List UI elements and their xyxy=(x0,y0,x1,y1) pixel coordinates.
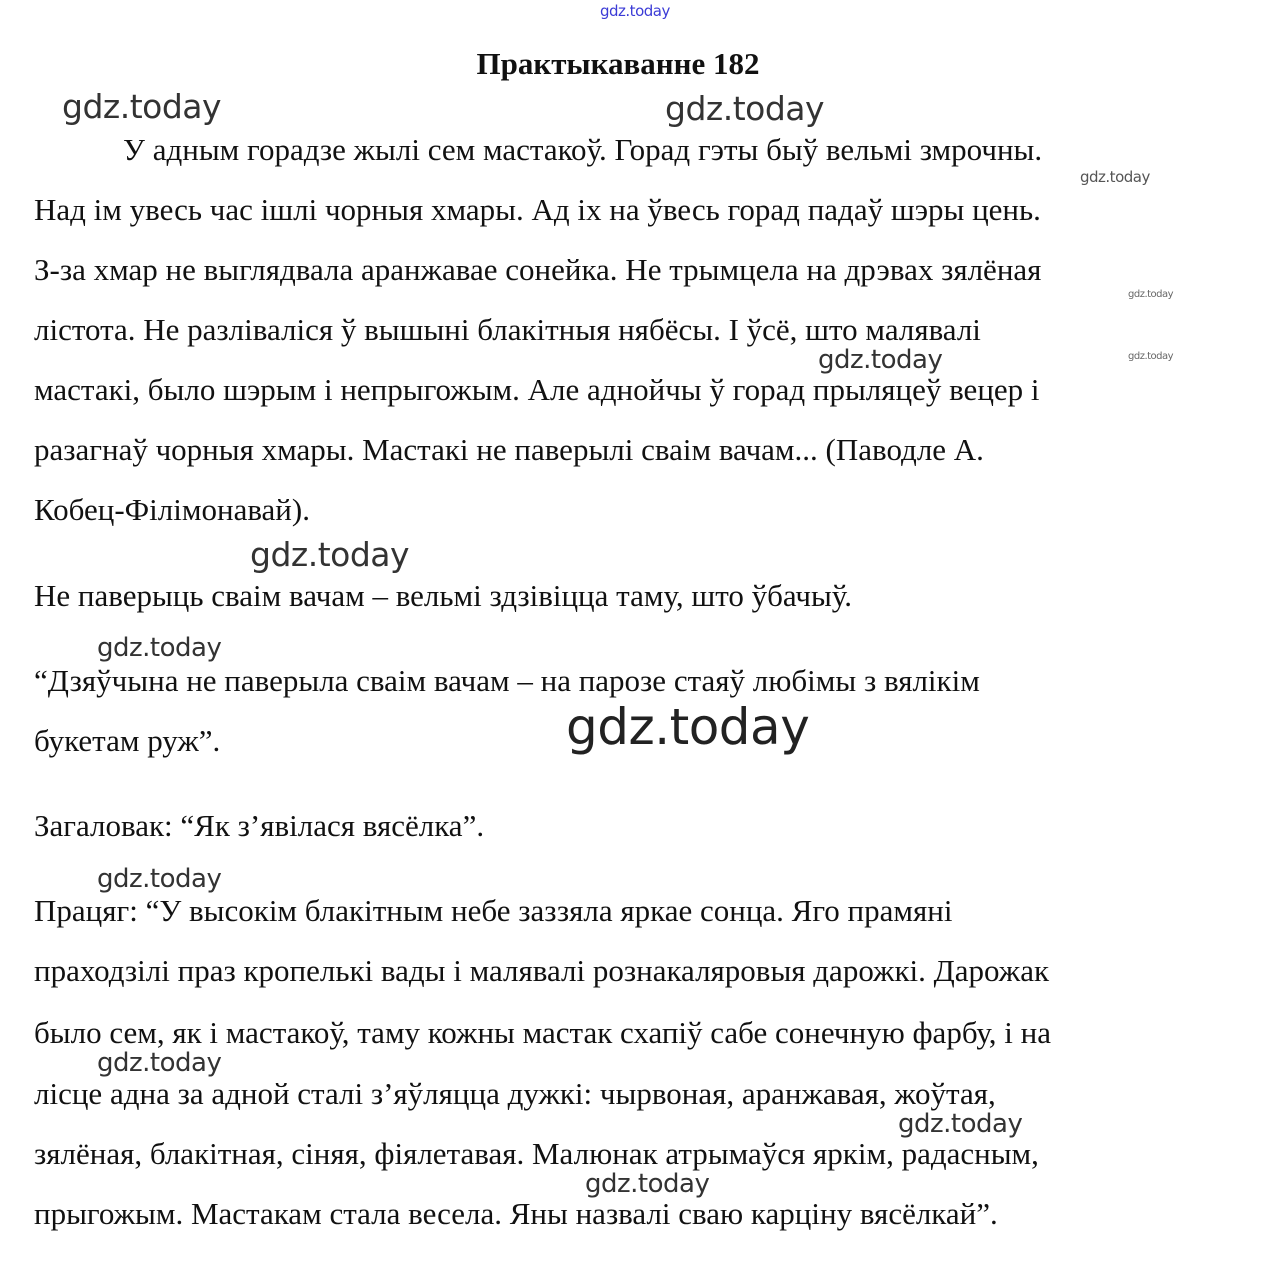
watermark: gdz.today xyxy=(62,87,222,126)
text-line: мастакі, было шэрым і непрыгожым. Але аднойчы ў горад прыляцеў вецер і xyxy=(34,372,1040,407)
heading-line: Загаловак: “Як з’явілася вясёлка”. xyxy=(34,808,485,843)
watermark: gdz.today xyxy=(665,89,825,128)
exercise-title: Практыкаванне 182 xyxy=(476,46,760,81)
continuation-line: праходзілі праз кропелькі вады і малявалі рознакаляровыя дарожкі. Дарожак xyxy=(34,953,1050,988)
watermark: gdz.today xyxy=(250,535,410,574)
watermark: gdz.today xyxy=(898,1109,1023,1139)
watermark: gdz.today xyxy=(1128,351,1174,362)
watermark: gdz.today xyxy=(97,1048,222,1078)
continuation-line: Працяг: “У высокім блакітным небе заззяла яркае сонца. Яго прамяні xyxy=(34,893,953,928)
continuation-line: лісце адна за адной сталі з’яўляцца дужкі: чырвоная, аранжавая, жоўтая, xyxy=(34,1076,996,1111)
watermark: gdz.today xyxy=(97,864,222,894)
watermark: gdz.today xyxy=(1080,168,1150,186)
watermark: gdz.today xyxy=(585,1169,710,1199)
continuation-line: прыгожым. Мастакам стала весела. Яны назвалі сваю карціну вясёлкай”. xyxy=(34,1196,998,1231)
watermark: gdz.today xyxy=(566,698,810,756)
text-line: Над ім увесь час ішлі чорныя хмары. Ад іх на ўвесь горад падаў шэры цень. xyxy=(34,192,1041,227)
watermark: gdz.today xyxy=(818,345,943,375)
watermark-top: gdz.today xyxy=(600,2,670,20)
watermark: gdz.today xyxy=(1128,289,1174,300)
continuation-line: было сем, як і мастакоў, таму кожны мастак схапіў сабе сонечную фарбу, і на xyxy=(34,1015,1052,1050)
definition-line: Не паверыць сваім вачам – вельмі здзівіцца таму, што ўбачыў. xyxy=(34,578,852,613)
continuation-line: зялёная, блакітная, сіняя, фіялетавая. Малюнак атрымаўся яркім, радасным, xyxy=(34,1136,1039,1171)
example-line: букетам руж”. xyxy=(34,723,221,758)
watermark: gdz.today xyxy=(97,633,222,663)
text-line: У адным горадзе жылі сем мастакоў. Горад гэты быў вельмі змрочны. xyxy=(123,132,1043,167)
text-line: лістота. Не разліваліся ў вышыні блакітныя нябёсы. І ўсё, што малявалі xyxy=(34,312,981,347)
example-line: “Дзяўчына не паверыла сваім вачам – на парозе стаяў любімы з вялікім xyxy=(34,663,980,698)
text-line: З-за хмар не выглядвала аранжавае сонейка. Не трымцела на дрэвах зялёная xyxy=(34,252,1042,287)
text-line: Кобец-Філімонавай). xyxy=(34,492,310,527)
text-line: разагнаў чорныя хмары. Мастакі не паверылі сваім вачам... (Паводле А. xyxy=(34,432,984,467)
